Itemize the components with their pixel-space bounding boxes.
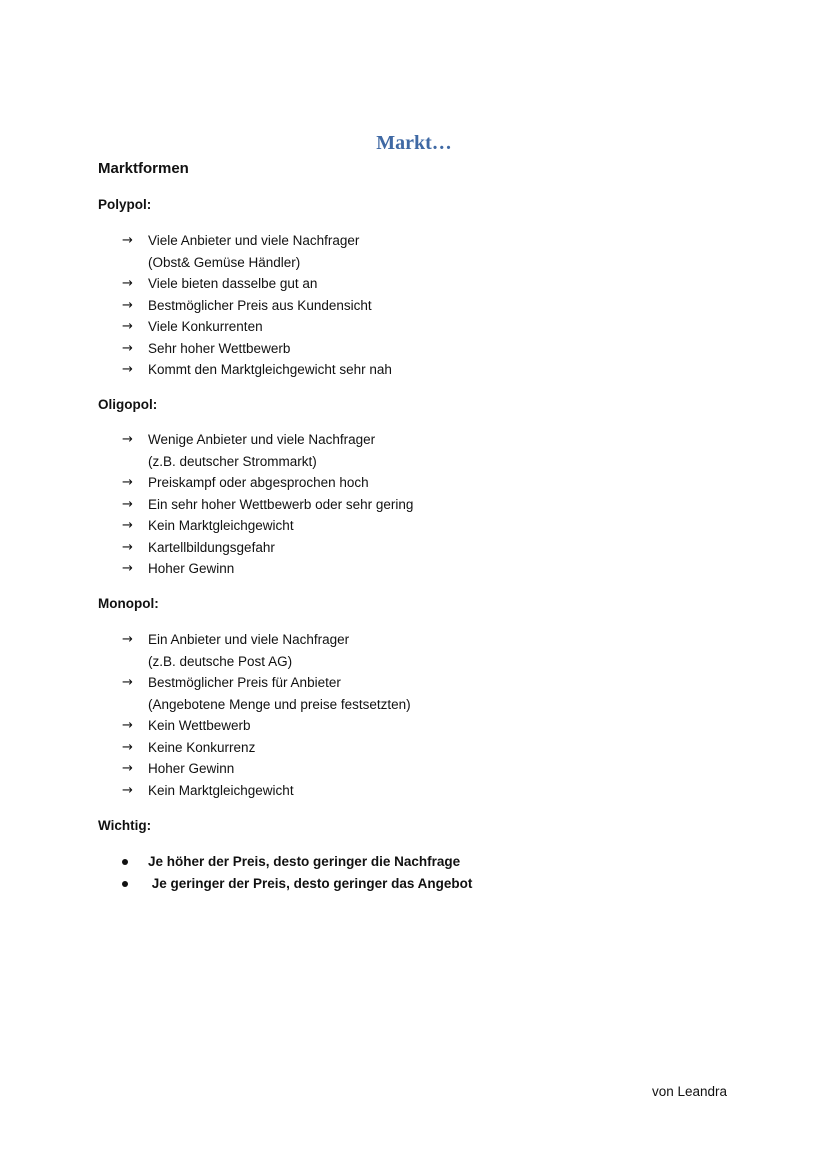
polypol-list — [122, 230, 392, 381]
list-item: → Wenige Anbieter und viele Nachfrager — [122, 429, 413, 451]
bullet-item: Je höher der Preis, desto geringer die Nachfrage — [122, 851, 472, 873]
bullet-icon — [122, 881, 128, 887]
arrow-icon: → — [122, 475, 133, 490]
list-item-continuation: (Angebotene Menge und preise festsetzten) — [148, 696, 411, 712]
list-item-continuation: (Obst& Gemüse Händler) — [148, 254, 301, 270]
arrow-icon: → — [122, 319, 133, 334]
arrow-icon: → — [122, 276, 133, 291]
list-item: → Kein Marktgleichgewicht — [122, 780, 411, 802]
arrow-icon: → — [122, 632, 133, 647]
arrow-icon: → — [122, 782, 133, 798]
subheading-wichtig: Wichtig: — [98, 818, 152, 833]
subheading-polypol: Polypol: — [98, 197, 152, 212]
arrow-icon: → — [122, 561, 133, 576]
monopol-list — [122, 629, 411, 801]
list-item: → Viele bieten dasselbe gut an — [122, 273, 392, 295]
list-item: → Preiskampf oder abgesprochen hoch — [122, 472, 413, 494]
list-item: → Hoher Gewinn — [122, 558, 413, 580]
author-footer: von Leandra — [652, 1084, 728, 1099]
arrow-icon: → — [122, 432, 133, 447]
list-item: → Hoher Gewinn — [122, 758, 411, 780]
arrow-icon: → — [122, 718, 133, 733]
list-item: → Kein Wettbewerb — [122, 715, 411, 737]
arrow-icon: → — [122, 233, 133, 248]
subheading-monopol: Monopol: — [98, 596, 159, 611]
list-item-continuation: (z.B. deutscher Strommarkt) — [148, 453, 317, 469]
arrow-icon: → — [122, 340, 133, 356]
list-item: → Viele Konkurrenten — [122, 316, 392, 338]
list-item: → Bestmöglicher Preis aus Kundensicht — [122, 295, 392, 317]
bullet-item: Je geringer der Preis, desto geringer das Angebot — [122, 873, 472, 895]
arrow-icon: → — [122, 518, 133, 533]
arrow-icon: → — [122, 539, 133, 555]
arrow-icon: → — [122, 496, 133, 512]
list-item: → Kommt den Marktgleichgewicht sehr nah — [122, 359, 392, 381]
list-item: → Viele Anbieter und viele Nachfrager — [122, 230, 392, 252]
arrow-icon: → — [122, 362, 133, 377]
important-list — [122, 851, 472, 895]
section-heading-marktformen: Marktformen — [98, 160, 189, 177]
arrow-icon: → — [122, 739, 133, 755]
subheading-oligopol: Oligopol: — [98, 397, 158, 412]
list-item: → Kein Marktgleichgewicht — [122, 515, 413, 537]
bullet-icon — [122, 859, 128, 865]
arrow-icon: → — [122, 761, 133, 776]
oligopol-list — [122, 429, 413, 580]
page-title: Markt… — [376, 132, 452, 154]
list-item: → Kartellbildungsgefahr — [122, 537, 413, 559]
arrow-icon: → — [122, 675, 133, 690]
list-item: → Ein Anbieter und viele Nachfrager — [122, 629, 411, 651]
arrow-icon: → — [122, 297, 133, 313]
list-item-continuation: (z.B. deutsche Post AG) — [148, 653, 293, 669]
list-item: → Keine Konkurrenz — [122, 737, 411, 759]
list-item: → Bestmöglicher Preis für Anbieter — [122, 672, 411, 694]
list-item: → Ein sehr hoher Wettbewerb oder sehr gering — [122, 494, 413, 516]
list-item: → Sehr hoher Wettbewerb — [122, 338, 392, 360]
